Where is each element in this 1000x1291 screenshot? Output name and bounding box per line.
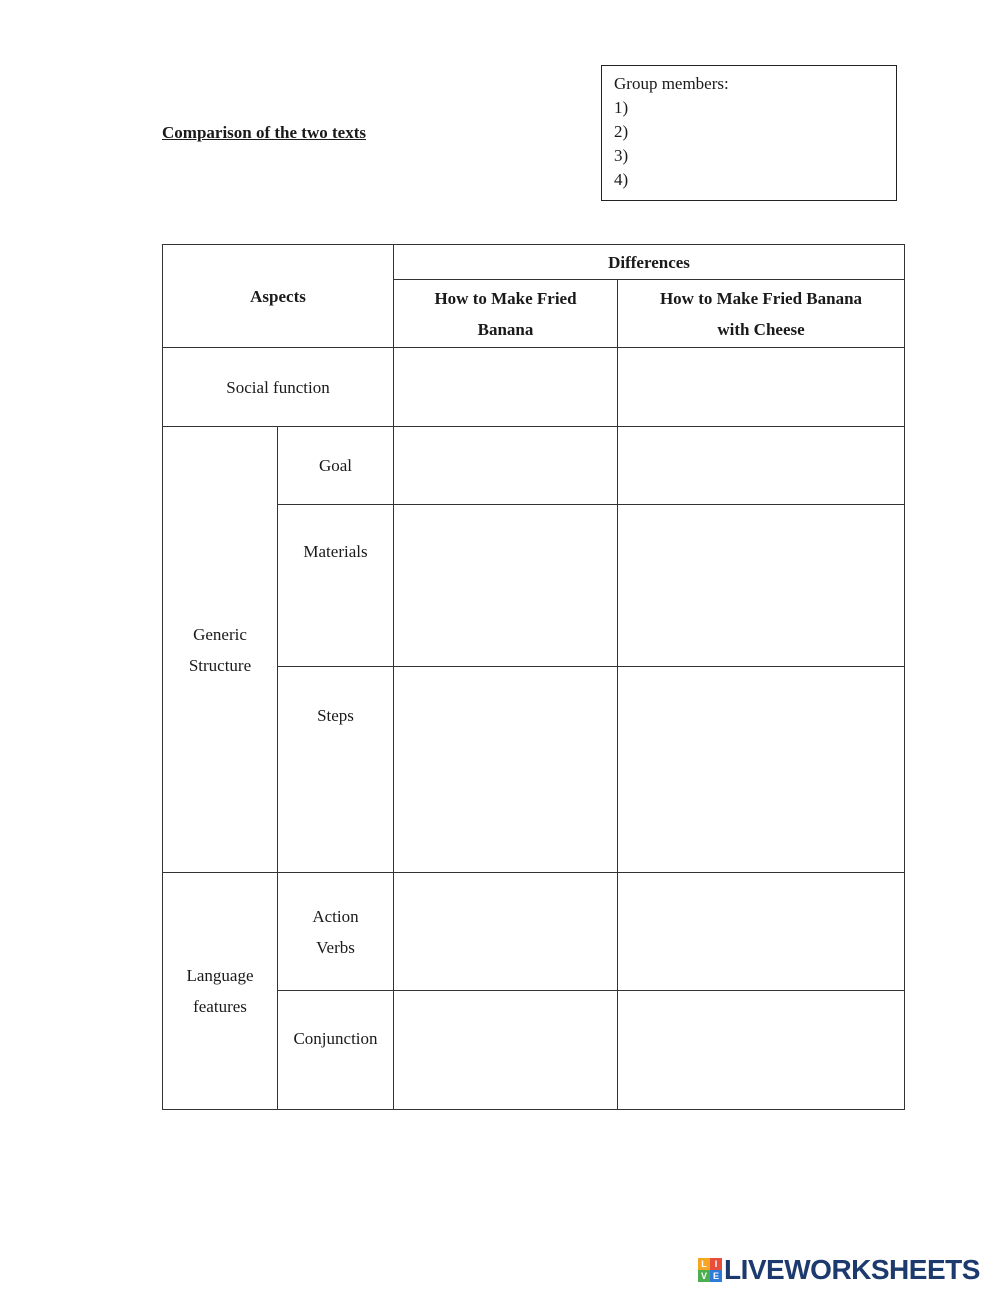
- fried-banana-cheese-column-header: How to Make Fried Banana with Cheese: [618, 280, 905, 348]
- liveworksheets-logo: [698, 1255, 980, 1285]
- action-verbs-text2-cell[interactable]: [618, 873, 905, 991]
- goal-text2-cell[interactable]: [618, 427, 905, 505]
- generic-structure-label: Generic Structure: [163, 427, 278, 873]
- liveworksheets-logo-text: LIVEWORKSHEETS: [724, 1254, 980, 1285]
- group-member-slot-4: 4): [614, 170, 629, 189]
- differences-header: Differences: [394, 245, 905, 280]
- group-members-label: Group members:: [614, 74, 729, 93]
- fried-banana-column-header: How to Make Fried Banana: [394, 280, 618, 348]
- action-verbs-text1-cell[interactable]: [394, 873, 618, 991]
- group-members-box: [601, 65, 897, 201]
- action-verbs-label: Action Verbs: [278, 873, 394, 991]
- steps-label: Steps: [278, 667, 394, 873]
- conjunction-label: Conjunction: [278, 991, 394, 1110]
- conjunction-text1-cell[interactable]: [394, 991, 618, 1110]
- goal-label: Goal: [278, 427, 394, 505]
- language-features-label: Language features: [163, 873, 278, 1110]
- steps-text2-cell[interactable]: [618, 667, 905, 873]
- social-function-text1-cell[interactable]: [394, 348, 618, 427]
- materials-text2-cell[interactable]: [618, 505, 905, 667]
- group-member-slot-1: 1): [614, 98, 629, 117]
- materials-label: Materials: [278, 505, 394, 667]
- social-function-text2-cell[interactable]: [618, 348, 905, 427]
- page-title: Comparison of the two texts: [162, 123, 366, 142]
- aspects-header: Aspects: [163, 245, 394, 348]
- group-member-slot-3: 3): [614, 146, 629, 165]
- group-member-slot-2: 2): [614, 122, 629, 141]
- materials-text1-cell[interactable]: [394, 505, 618, 667]
- liveworksheets-logo-icon: L I V E: [698, 1258, 722, 1282]
- comparison-table: [162, 244, 905, 1110]
- goal-text1-cell[interactable]: [394, 427, 618, 505]
- social-function-label: Social function: [163, 348, 394, 427]
- conjunction-text2-cell[interactable]: [618, 991, 905, 1110]
- steps-text1-cell[interactable]: [394, 667, 618, 873]
